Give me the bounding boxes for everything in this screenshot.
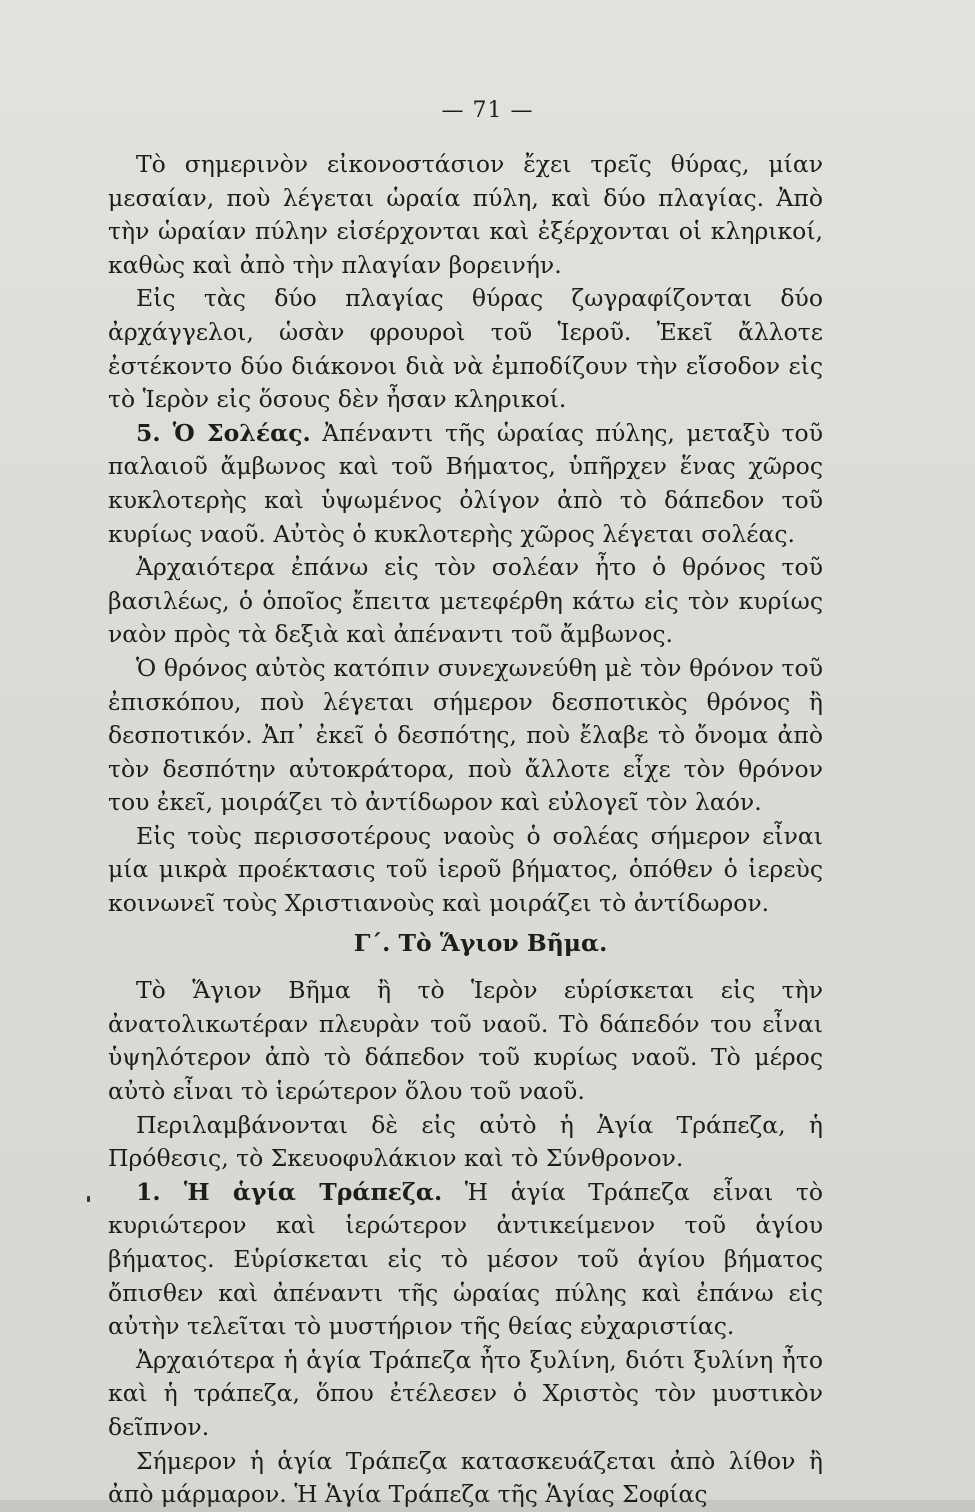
paragraph-text: Εἰς τοὺς περισσοτέρους ναοὺς ὁ σολέας σήμερον εἶναι μία μικρὰ προέκτασις τοῦ ἱεροῦ βήματος, ὁπόθεν ὁ ἱερεὺς κοινωνεῖ τοὺς Χριστιανοὺς καὶ μοιράζει τὸ ἀντίδωρον. xyxy=(108,821,823,918)
paragraph-text: Τὸ Ἅγιον Βῆμα ἢ τὸ Ἱερὸν εὑρίσκεται εἰς τὴν ἀνατολικωτέραν πλευρὰν τοῦ ναοῦ. Τὸ δάπεδόν του εἶναι ὑψηλότερον ἀπὸ τὸ δάπεδον τοῦ κυρίως ναοῦ. Τὸ μέρος αὐτὸ εἶναι τὸ ἱερώτερον ὅλου τοῦ ναοῦ. xyxy=(108,976,823,1106)
body-text xyxy=(108,148,823,1512)
paragraph xyxy=(108,551,823,652)
paragraph-text: Ἡ ἁγία Τράπεζα εἶναι τὸ κυριώτερον καὶ ἱερώτερον ἀντικείμενον τοῦ ἁγίου βήματος. Εὑρίσκεται εἰς τὸ μέσον τοῦ ἁγίου βήματος ὄπισθεν καὶ ἀπέναντι τῆς ὡραίας πύλης καὶ ἐπάνω εἰς αὐτὴν τελεῖται τὸ μυστήριον τῆς θείας εὐχαριστίας. xyxy=(108,1177,823,1341)
paragraph xyxy=(108,1176,823,1344)
paragraph xyxy=(108,417,823,551)
paragraph xyxy=(108,1445,823,1512)
paragraph-text: Ὁ θρόνος αὐτὸς κατόπιν συνεχωνεύθη μὲ τὸν θρόνον τοῦ ἐπισκόπου, ποὺ λέγεται σήμερον δεσποτικὸς θρόνος ἢ δεσποτικόν. Ἀπ᾽ ἐκεῖ ὁ δεσπότης, ποὺ ἔλαβε τὸ ὄνομα ἀπὸ τὸν δεσπότην αὐτοκράτορα, ποὺ ἄλλοτε εἶχε τὸν θρόνον του ἐκεῖ, μοιράζει τὸ ἀντίδωρον καὶ εὐλογεῖ τὸν λαόν. xyxy=(108,653,823,817)
paragraph xyxy=(108,282,823,416)
paragraph xyxy=(108,820,823,921)
subsection-heading: 1. Ἡ ἁγία Τράπεζα. xyxy=(136,1177,443,1206)
paragraph xyxy=(108,1344,823,1445)
paragraph-text: Ἀρχαιότερα ἐπάνω εἰς τὸν σολέαν ἦτο ὁ θρόνος τοῦ βασιλέως, ὁ ὁποῖος ἔπειτα μετεφέρθη κάτω εἰς τὸν κυρίως ναὸν πρὸς τὰ δεξιὰ καὶ ἀπέναντι τοῦ ἄμβωνος. xyxy=(108,553,823,649)
paragraph-text: Περιλαμβάνονται δὲ εἰς αὐτὸ ἡ Ἁγία Τράπεζα, ἡ Πρόθεσις, τὸ Σκευοφυλάκιον καὶ τὸ Σύνθρονον. xyxy=(108,1110,823,1173)
paragraph xyxy=(108,148,823,282)
section-heading: Γ΄. Τὸ Ἅγιον Βῆμα. xyxy=(353,928,608,957)
paragraph-text: Ἀρχαιότερα ἡ ἁγία Τράπεζα ἦτο ξυλίνη, διότι ξυλίνη ἦτο καὶ ἡ τράπεζα, ὅπου ἐτέλεσεν ὁ Χριστὸς τὸν μυστικὸν δεῖπνον. xyxy=(108,1345,823,1441)
paragraph-text: Εἰς τὰς δύο πλαγίας θύρας ζωγραφίζονται δύο ἀρχάγγελοι, ὡσὰν φρουροὶ τοῦ Ἱεροῦ. Ἐκεῖ ἄλλοτε ἐστέκοντο δύο διάκονοι διὰ νὰ ἐμποδίζουν τὴν εἴσοδον εἰς τὸ Ἱερὸν εἰς ὅσους δὲν ἦσαν κληρικοί. xyxy=(108,284,823,414)
page-number: — 71 — xyxy=(441,98,534,123)
paragraph xyxy=(108,652,823,820)
paragraph-text: Ἀπέναντι τῆς ὡραίας πύλης, μεταξὺ τοῦ παλαιοῦ ἄμβωνος καὶ τοῦ Βήματος, ὑπῆρχεν ἕνας χῶρος κυκλοτερὴς καὶ ὑψωμένος ὀλίγον ἀπὸ τὸ δάπεδον τοῦ κυρίως ναοῦ. Αὐτὸς ὁ κυκλοτερὴς χῶρος λέγεται σολέας. xyxy=(108,418,823,548)
paragraph xyxy=(108,974,823,1108)
margin-speck xyxy=(87,1196,90,1202)
paragraph xyxy=(108,1109,823,1176)
paragraph-text: Τὸ σημερινὸν εἰκονοστάσιον ἔχει τρεῖς θύρας, μίαν μεσαίαν, ποὺ λέγεται ὡραία πύλη, καὶ δύο πλαγίας. Ἀπὸ τὴν ὡραίαν πύλην εἰσέρχονται καὶ ἐξέρχονται οἱ κληρικοί, καθὼς καὶ ἀπὸ τὴν πλαγίαν βορεινήν. xyxy=(108,150,823,279)
paragraph-text: Σήμερον ἡ ἁγία Τράπεζα κατασκευάζεται ἀπὸ λίθον ἢ ἀπὸ μάρμαρον. Ἡ Ἁγία Τράπεζα τῆς Ἁγίας Σοφίας xyxy=(108,1446,823,1509)
subsection-heading: 5. Ὁ Σολέας. xyxy=(136,418,311,447)
